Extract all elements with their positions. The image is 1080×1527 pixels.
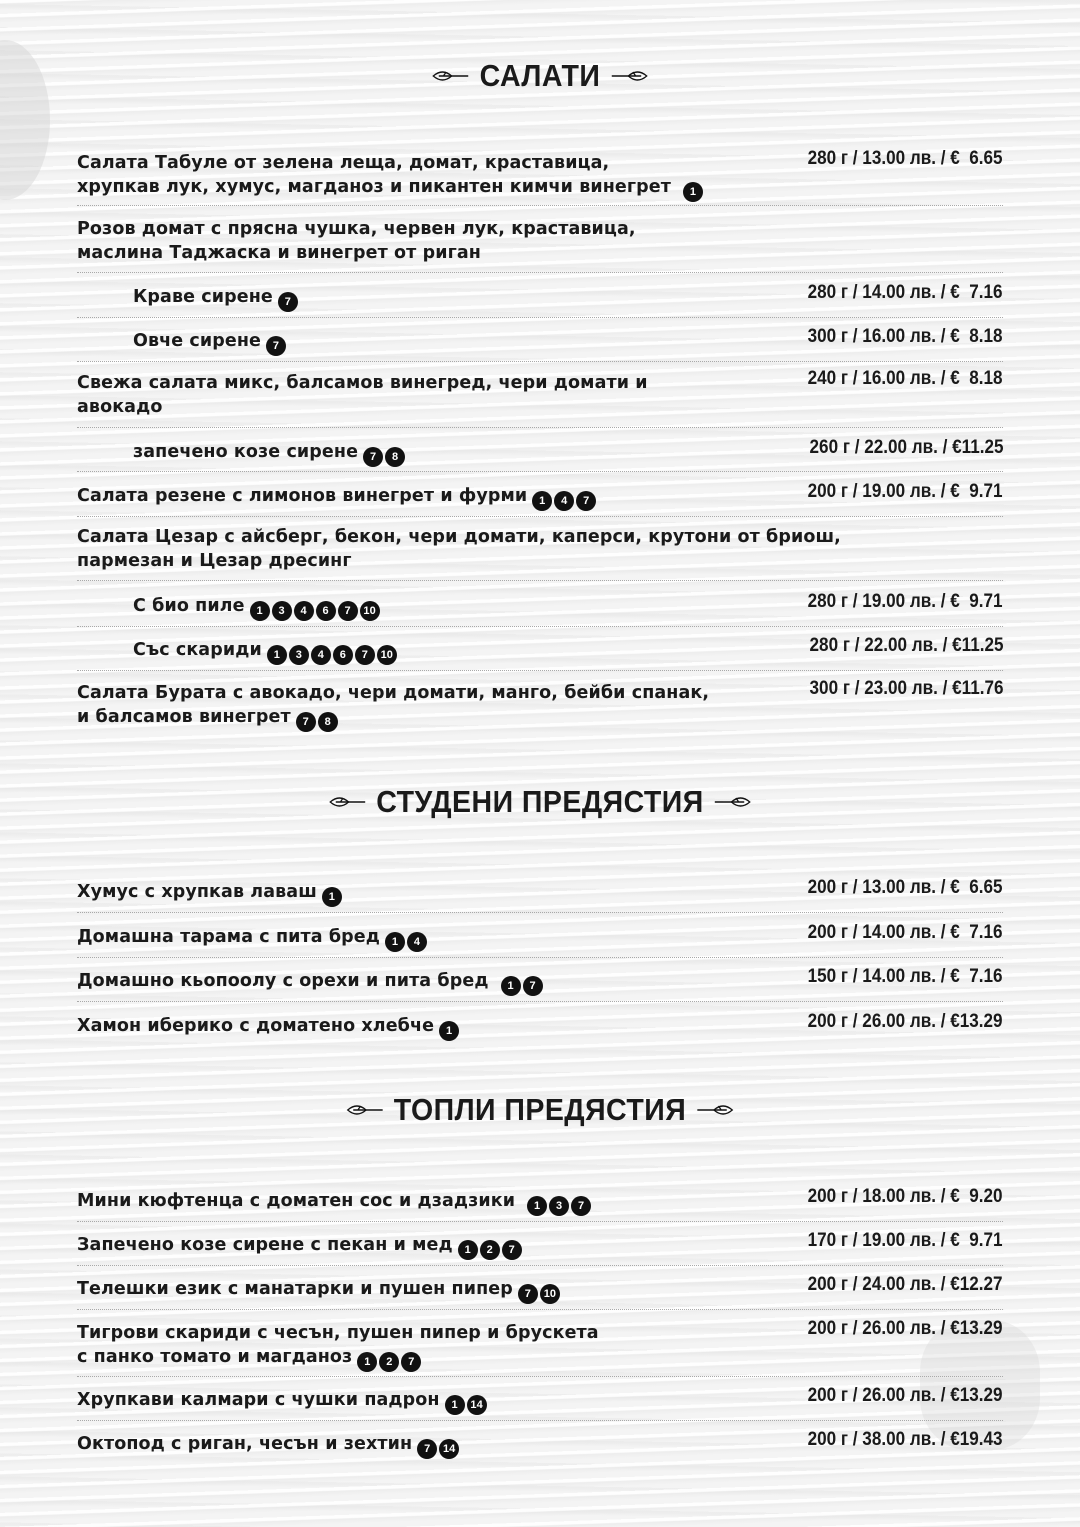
allergen-badge: 7 — [355, 645, 375, 665]
menu-item-variant — [77, 635, 1003, 671]
section-title-text: ТОПЛИ ПРЕДЯСТИЯ — [393, 1092, 687, 1127]
menu-item — [77, 1274, 1003, 1310]
item-price: 200 г / 24.00 лв. / €12.27 — [808, 1274, 1003, 1295]
item-name: Запечено козе сирене с пекан и мед — [77, 1235, 453, 1255]
section-title-cold-starters — [43, 784, 1037, 820]
allergen-badge: 2 — [379, 1352, 399, 1372]
leaf-ornament-icon — [346, 1101, 385, 1119]
item-price: 280 г / 22.00 лв. / €11.25 — [809, 635, 1003, 656]
item-price: 280 г / 14.00 лв. / € 7.16 — [808, 282, 1003, 303]
allergen-badge: 10 — [540, 1284, 560, 1304]
item-name-line2: хрупкав лук, хумус, магданоз и пикантен кимчи винегрет — [77, 177, 671, 197]
allergen-badge: 1 — [527, 1196, 547, 1216]
item-name: Краве сирене — [133, 287, 273, 307]
menu-item — [77, 922, 1003, 958]
item-name: запечено козе сирене — [133, 442, 359, 462]
leaf-ornament-icon — [695, 1101, 734, 1119]
menu-item — [77, 217, 1003, 273]
menu-item — [77, 1318, 1003, 1377]
item-price: 280 г / 19.00 лв. / € 9.71 — [808, 591, 1003, 612]
item-name-line2: с панко томато и магданоз — [77, 1347, 353, 1367]
allergen-badge: 1 — [439, 1021, 459, 1041]
item-name-line2: авокадо — [77, 397, 163, 417]
allergen-badge: 3 — [549, 1196, 569, 1216]
allergen-badge: 1 — [357, 1352, 377, 1372]
leaf-ornament-icon — [328, 793, 367, 811]
menu-item — [77, 368, 1003, 428]
menu-item — [77, 148, 1003, 206]
allergen-badge: 3 — [289, 645, 309, 665]
item-price: 300 г / 16.00 лв. / € 8.18 — [808, 326, 1003, 347]
section-title-text: САЛАТИ — [479, 58, 601, 93]
allergen-badge: 7 — [338, 601, 358, 621]
allergen-badge: 1 — [250, 601, 270, 621]
allergen-badge: 1 — [385, 932, 405, 952]
allergen-badge: 10 — [377, 645, 397, 665]
item-price: 200 г / 26.00 лв. / €13.29 — [808, 1385, 1003, 1406]
item-price: 260 г / 22.00 лв. / €11.25 — [809, 437, 1003, 458]
allergen-badge: 7 — [266, 336, 286, 356]
item-name: Хумус с хрупкав лаваш — [77, 882, 317, 902]
item-price: 200 г / 19.00 лв. / € 9.71 — [808, 481, 1003, 502]
allergen-badge: 6 — [333, 645, 353, 665]
menu-item-variant — [77, 437, 1003, 472]
allergen-badge: 7 — [518, 1284, 538, 1304]
menu-item — [77, 966, 1003, 1002]
allergen-badge: 4 — [554, 491, 574, 511]
item-price: 200 г / 26.00 лв. / €13.29 — [808, 1011, 1003, 1032]
allergen-badge: 3 — [272, 601, 292, 621]
item-name: Салата резене с лимонов винегрет и фурми — [77, 486, 528, 506]
item-price: 150 г / 14.00 лв. / € 7.16 — [808, 966, 1003, 987]
menu-item — [77, 1230, 1003, 1266]
item-price: 200 г / 18.00 лв. / € 9.20 — [808, 1186, 1003, 1207]
leaf-ornament-icon — [610, 67, 649, 85]
menu-item-variant — [77, 591, 1003, 627]
menu-item — [77, 1011, 1003, 1046]
item-price: 170 г / 19.00 лв. / € 9.71 — [808, 1230, 1003, 1251]
allergen-badge: 7 — [417, 1439, 437, 1459]
section-title-text: СТУДЕНИ ПРЕДЯСТИЯ — [376, 784, 704, 819]
menu-item — [77, 678, 1003, 731]
allergen-badge: 1 — [322, 887, 342, 907]
menu-item — [77, 525, 1003, 581]
allergen-badge: 1 — [445, 1395, 465, 1415]
item-name: Салата Цезар с айсберг, бекон, чери домати, каперси, крутони от бриош, — [77, 527, 841, 547]
allergen-badge: 1 — [267, 645, 287, 665]
item-price: 300 г / 23.00 лв. / €11.76 — [809, 678, 1003, 699]
item-name: Със скариди — [133, 640, 262, 660]
allergen-badge: 4 — [311, 645, 331, 665]
item-price: 280 г / 13.00 лв. / € 6.65 — [808, 148, 1003, 169]
allergen-badge: 1 — [532, 491, 552, 511]
item-name: Свежа салата микс, балсамов винегред, чери домати и — [77, 373, 648, 393]
item-name-line2: и балсамов винегрет — [77, 707, 291, 727]
allergen-badge: 8 — [385, 447, 405, 467]
menu-item — [77, 877, 1003, 913]
menu-item — [77, 481, 1003, 517]
section-title-hot-starters — [43, 1092, 1037, 1128]
item-name-line2: маслина Таджаска и винегрет от риган — [77, 243, 481, 263]
item-price: 200 г / 14.00 лв. / € 7.16 — [808, 922, 1003, 943]
menu-item-variant — [77, 326, 1003, 362]
allergen-badge: 7 — [523, 976, 543, 996]
allergen-badge: 7 — [278, 292, 298, 312]
allergen-badge: 14 — [467, 1395, 487, 1415]
allergen-badge: 7 — [296, 712, 316, 732]
allergen-badge: 10 — [360, 601, 380, 621]
allergen-badge: 4 — [294, 601, 314, 621]
allergen-badge: 2 — [480, 1240, 500, 1260]
allergen-badge: 1 — [683, 182, 703, 202]
item-price: 200 г / 26.00 лв. / €13.29 — [808, 1318, 1003, 1339]
item-price: 200 г / 38.00 лв. / €19.43 — [808, 1429, 1003, 1450]
item-name: Хамон иберико с доматено хлебче — [77, 1016, 435, 1036]
item-name: Хрупкави калмари с чушки падрон — [77, 1390, 440, 1410]
item-price: 240 г / 16.00 лв. / € 8.18 — [808, 368, 1003, 389]
item-name: Мини кюфтенца с доматен сос и дзадзики — [77, 1191, 516, 1211]
item-name: Телешки език с манатарки и пушен пипер — [77, 1279, 513, 1299]
leaf-ornament-icon — [713, 793, 752, 811]
allergen-badge: 14 — [439, 1439, 459, 1459]
item-price: 200 г / 13.00 лв. / € 6.65 — [808, 877, 1003, 898]
item-name: Домашна тарама с пита бред — [77, 927, 381, 947]
menu-item — [77, 1429, 1003, 1464]
item-name: Овче сирене — [133, 331, 262, 351]
allergen-badge: 1 — [501, 976, 521, 996]
leaf-ornament-icon — [432, 67, 471, 85]
allergen-badge: 7 — [502, 1240, 522, 1260]
allergen-badge: 7 — [363, 447, 383, 467]
menu-item — [77, 1186, 1003, 1222]
menu-item — [77, 1385, 1003, 1421]
allergen-badge: 7 — [576, 491, 596, 511]
allergen-badge: 7 — [571, 1196, 591, 1216]
item-name: Тигрови скариди с чесън, пушен пипер и брускета — [77, 1323, 599, 1343]
item-name: С био пиле — [133, 596, 245, 616]
item-name: Октопод с риган, чесън и зехтин — [77, 1434, 413, 1454]
allergen-badge: 4 — [407, 932, 427, 952]
item-name: Салата Табуле от зелена леща, домат, краставица, — [77, 153, 610, 173]
allergen-badge: 8 — [318, 712, 338, 732]
item-name: Розов домат с прясна чушка, червен лук, краставица, — [77, 219, 636, 239]
allergen-badge: 6 — [316, 601, 336, 621]
menu-item-variant — [77, 282, 1003, 318]
section-title-salads — [43, 58, 1037, 94]
item-name: Салата Бурата с авокадо, чери домати, манго, бейби спанак, — [77, 683, 710, 703]
item-name-line2: пармезан и Цезар дресинг — [77, 551, 352, 571]
allergen-badge: 7 — [401, 1352, 421, 1372]
allergen-badge: 1 — [458, 1240, 478, 1260]
item-name: Домашно кьопоолу с орехи и пита бред — [77, 971, 489, 991]
